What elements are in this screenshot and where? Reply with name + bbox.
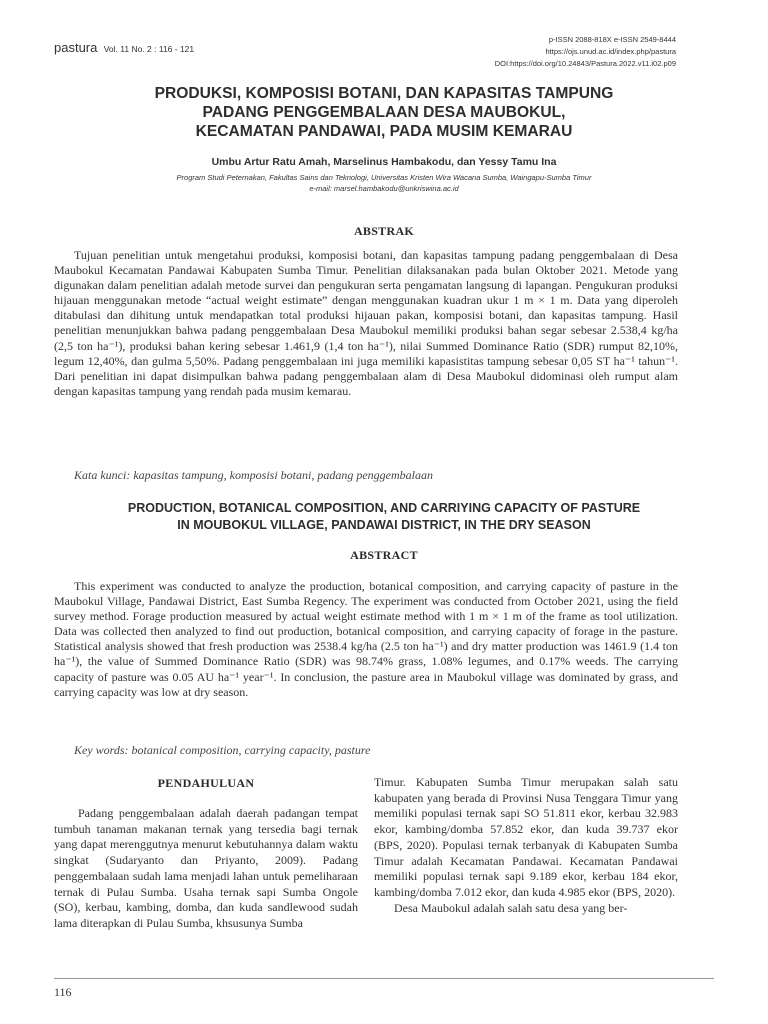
abstract-heading: ABSTRACT	[350, 548, 418, 562]
issn-line: p-ISSN 2088-818X e-ISSN 2549-8444	[548, 35, 676, 44]
english-title	[54, 500, 714, 534]
affiliation-text: Program Studi Peternakan, Fakultas Sains dan Teknologi, Universitas Kristen Wira Wacana Sumba, Waingapu-Sumba Timur	[176, 173, 592, 182]
author-list: Umbu Artur Ratu Amah, Marselinus Hambakodu, dan Yessy Tamu Ina	[211, 156, 557, 168]
paper-title	[100, 84, 668, 141]
journal-volume: Vol. 11 No. 2 : 116 - 121	[103, 44, 195, 54]
abstract-keywords: Key words: botanical composition, carrying capacity, pasture	[74, 743, 371, 757]
english-title-line: IN MOUBOKUL VILLAGE, PANDAWAI DISTRICT, IN THE DRY SEASON	[177, 518, 591, 532]
email-text: e-mail: marsel.hambakodu@unkriswina.ac.id	[309, 184, 459, 193]
abstrak-body: Tujuan penelitian untuk mengetahui produksi, komposisi botani, dan kapasitas tampung padang penggembalaan di Desa Maubokul Kecamatan Pandawai Kabupaten Sumba Timur. Penelitian dilaksanakan pada bulan Oktober 2021. Metode yang digunakan dalam penelitian adalah metode survei dan pengukuran serta pengamatan langsung di lapangan. Pengukuran produksi hijauan menggunakan metode “actual weight estimate” dengan menggunakan kuadran ukur 1 m × 1 m. Data yang diperoleh ditabulasi dan dihitung untuk mendapatkan total produksi hijauan pakan, komposisi botani, dan kapasitas tampung. Hasil penelitian menunjukkan bahwa padang penggembalaan Desa Maubokul memiliki produksi bahan segar sebesar 2.538,4 kg/ha (2,5 ton ha⁻¹), produksi bahan kering sebesar 1.461,9 (1,4 ton ha⁻¹), nilai Summed Dominance Ratio (SDR) rumput 82,10%, legum 12,40%, dan gulma 5,50%. Padang penggembalaan ini juga memiliki kapasistitas tampung sebesar 0,05 ST ha⁻¹ tahun⁻¹. Dari penelitian ini dapat disimpulkan bahwa padang penggembalaan alam di Desa Maubokul didominasi oleh rumput alam dengan kapasitas tampung yang rendah pada musim kemarau.	[54, 248, 678, 398]
title-line: PADANG PENGGEMBALAAN DESA MAUBOKUL,	[202, 104, 566, 121]
section-heading: PENDAHULUAN	[157, 776, 255, 790]
abstrak-keywords: Kata kunci: kapasitas tampung, komposisi botani, padang penggembalaan	[74, 468, 433, 482]
abstrak-text	[54, 248, 678, 399]
right-column	[374, 775, 678, 916]
footer-divider	[54, 978, 714, 979]
title-line: PRODUKSI, KOMPOSISI BOTANI, DAN KAPASITAS TAMPUNG	[154, 85, 614, 102]
paragraph: Desa Maubokul adalah salah satu desa yang ber-	[394, 900, 628, 915]
paragraph: Padang penggembalaan adalah daerah padangan tempat tumbuh tanaman makanan ternak yang tersedia bagi ternak yang dapat merenggutnya menurut kebutuhannya dalam waktu singkat (Sudaryanto dan Priyanto, 2009). Padang penggembalaan sudah lama menjadi lahan untuk pemeliharaan ternak di Pulau Sumba. Usaha ternak sapi Sumba Ongole (SO), kerbau, kambing, domba, dan kuda sandlewood sudah lama diterapkan di Pulau Sumba, khsusunya Sumba	[54, 806, 358, 930]
paragraph: Timur. Kabupaten Sumba Timur merupakan salah satu kabupaten yang berada di Provinsi Nusa Tenggara Timur yang memiliki populasi ternak sapi SO 51.811 ekor, kerbau 32.983 ekor, kambing/domba 57.852 ekor, dan kuda 39.737 ekor (BPS, 2020). Populasi ternak terbanyak di Kabupaten Sumba Timur adalah Kecamatan Pandawai. Kecamatan Pandawai memiliki populasi ternak sapi 9.189 ekor, kerbau 184 ekor, kambing/domba 7.012 ekor, dan kuda 4.985 ekor (BPS, 2020).	[374, 775, 678, 899]
abstract-text	[54, 579, 678, 700]
page-number: 116	[54, 985, 72, 999]
journal-url[interactable]: https://ojs.unud.ac.id/index.php/pastura	[545, 47, 676, 56]
english-title-line: PRODUCTION, BOTANICAL COMPOSITION, AND CARRIYING CAPACITY OF PASTURE	[127, 501, 641, 515]
journal-name: pastura	[54, 40, 98, 55]
abstrak-heading: ABSTRAK	[353, 224, 415, 238]
doi-line[interactable]: DOI:https://doi.org/10.24843/Pastura.2022.v11.i02.p09	[494, 59, 676, 68]
left-column	[54, 806, 358, 932]
affiliation	[100, 172, 668, 194]
abstract-body: This experiment was conducted to analyze the production, botanical composition, and carrying capacity of pasture in the Maubokul Village, Pandawai District, East Sumba Regency. The experiment was conducted from October 2021, using the field survey method. Forage production measured by actual weight estimate method with 1 m × 1 m of the frame as tool utilization. Data was collected then analyzed to find out production, botanical composition, and carrying capacity of forage in the pasture. Statistical analysis showed that fresh production was 2538.4 kg/ha (2.5 ton ha⁻¹) and dry matter production was 1461.9 (1.4 ton ha⁻¹), the value of Summed Dominance Ratio (SDR) was 98.74% grass, 1.08% legumes, and 0.17% weeds. The carrying capacity of pasture was 0.05 AU ha⁻¹ year⁻¹. In conclusion, the pasture area in Maubokul village was dominated by grass, and carrying capacity was low at dry season.	[54, 579, 678, 699]
journal-header	[54, 40, 194, 55]
title-line: KECAMATAN PANDAWAI, PADA MUSIM KEMARAU	[195, 123, 573, 140]
journal-meta	[495, 34, 676, 70]
